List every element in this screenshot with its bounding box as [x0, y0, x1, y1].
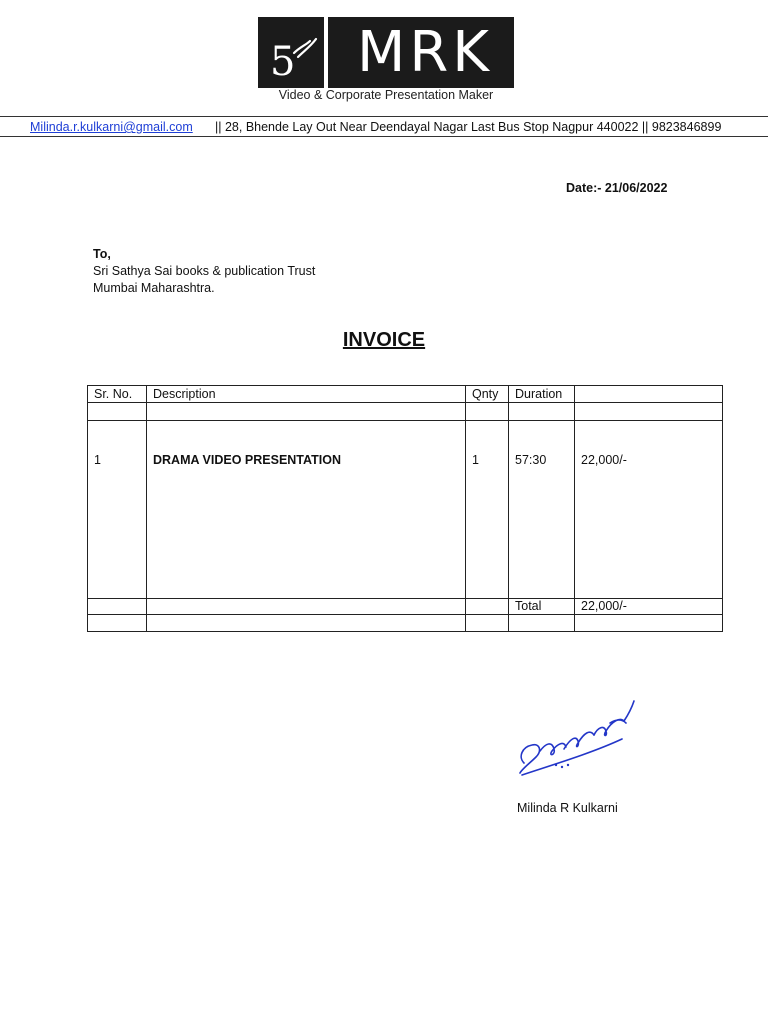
total-amount: 22,000/- — [575, 599, 723, 615]
email-link[interactable]: Milinda.r.kulkarni@gmail.com — [30, 120, 193, 134]
empty-cell — [147, 599, 466, 615]
bottom-divider — [0, 136, 768, 137]
table-empty-row — [88, 615, 723, 632]
empty-cell — [575, 615, 723, 632]
spacer-cell — [88, 403, 147, 421]
header-duration: Duration — [509, 386, 575, 403]
empty-cell — [147, 615, 466, 632]
recipient-name: Sri Sathya Sai books & publication Trust — [93, 264, 316, 278]
cell-qnty: 1 — [466, 421, 509, 599]
logo-tagline: Video & Corporate Presentation Maker — [278, 88, 494, 102]
cell-duration: 57:30 — [509, 421, 575, 599]
header-amount — [575, 386, 723, 403]
company-logo — [258, 17, 514, 88]
header-qnty: Qnty — [466, 386, 509, 403]
header-sr-no: Sr. No. — [88, 386, 147, 403]
address-text: || 28, Bhende Lay Out Near Deendayal Nagar Last Bus Stop Nagpur 440022 || 9823846899 — [215, 120, 722, 134]
logo-number: 5 — [270, 39, 296, 85]
invoice-date: Date:- 21/06/2022 — [566, 181, 668, 195]
cell-description: DRAMA VIDEO PRESENTATION — [147, 421, 466, 599]
empty-cell — [88, 615, 147, 632]
logo-text: MRK — [357, 20, 493, 85]
contact-bar — [0, 118, 768, 136]
page-title: INVOICE — [342, 329, 426, 351]
empty-cell — [88, 599, 147, 615]
top-divider — [0, 116, 768, 117]
empty-cell — [509, 615, 575, 632]
spacer-cell — [147, 403, 466, 421]
cell-amount: 22,000/- — [575, 421, 723, 599]
invoice-table — [87, 385, 723, 632]
table-row — [88, 421, 723, 599]
logo-mark-icon — [258, 17, 328, 88]
empty-cell — [466, 599, 509, 615]
empty-cell — [466, 615, 509, 632]
signatory-name: Milinda R Kulkarni — [517, 801, 618, 815]
header-description: Description — [147, 386, 466, 403]
recipient-location: Mumbai Maharashtra. — [93, 281, 215, 295]
table-spacer-row — [88, 403, 723, 421]
recipient-block — [93, 246, 315, 297]
spacer-cell — [575, 403, 723, 421]
cell-sr-no: 1 — [88, 421, 147, 599]
table-header-row — [88, 386, 723, 403]
to-label: To, — [93, 247, 111, 261]
spacer-cell — [466, 403, 509, 421]
spacer-cell — [509, 403, 575, 421]
signature-image — [512, 695, 642, 790]
total-label: Total — [509, 599, 575, 615]
table-total-row — [88, 599, 723, 615]
